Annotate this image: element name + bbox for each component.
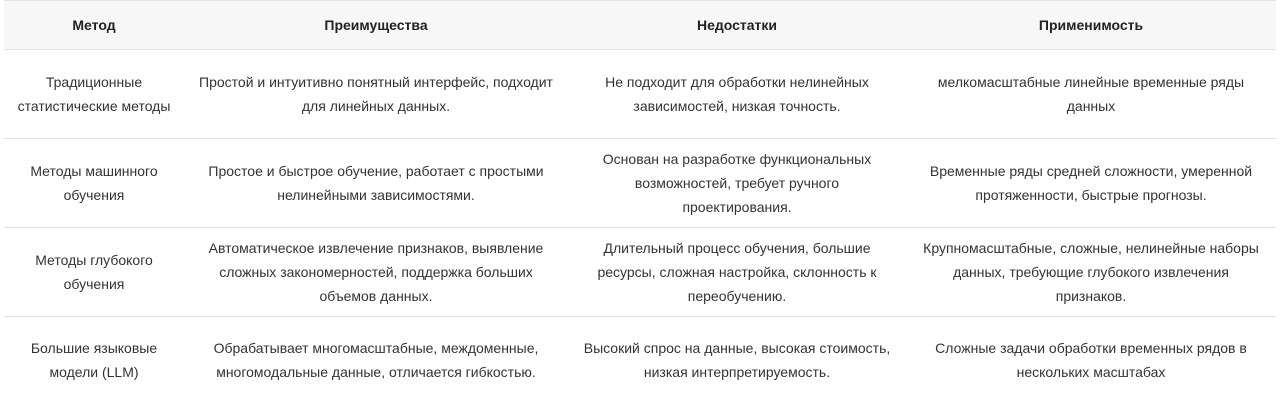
cell-method: Традиционные статистические методы	[4, 50, 184, 139]
cell-cons: Основан на разработке функциональных возможностей, требует ручного проектирования.	[568, 139, 906, 228]
table-row	[4, 139, 1276, 228]
cell-pros: Обрабатывает многомасштабные, междоменные, многомодальные данные, отличается гибкостью.	[213, 340, 539, 381]
table-body	[4, 50, 1276, 404]
table-row	[4, 317, 1276, 404]
cell-applicability: мелкомасштабные линейные временные ряды данных	[906, 50, 1276, 139]
methods-comparison-table	[4, 0, 1276, 404]
cell-pros: Автоматическое извлечение признаков, выявление сложных закономерностей, поддержка больших объемов данных.	[184, 228, 568, 317]
cell-pros: Простой и интуитивно понятный интерфейс, подходит для линейных данных.	[184, 50, 568, 139]
table-header	[4, 1, 1276, 50]
table-row	[4, 50, 1276, 139]
cell-applicability: Крупномасштабные, сложные, нелинейные наборы данных, требующие глубокого извлечения признаков.	[906, 228, 1276, 317]
header-applicability: Применимость	[906, 1, 1276, 50]
cell-cons: Длительный процесс обучения, большие ресурсы, сложная настройка, склонность к переобучению.	[568, 228, 906, 317]
cell-cons: Не подходит для обработки нелинейных зависимостей, низкая точность.	[568, 50, 906, 139]
header-row	[4, 1, 1276, 50]
cell-method: Методы машинного обучения	[4, 139, 184, 228]
cell-applicability: Сложные задачи обработки временных рядов в нескольких масштабах	[935, 340, 1247, 381]
cell-method: Большие языковые модели (LLM)	[30, 340, 158, 381]
table-row	[4, 228, 1276, 317]
header-cons: Недостатки	[568, 1, 906, 50]
header-method: Метод	[4, 1, 184, 50]
cell-applicability: Временные ряды средней сложности, умеренной протяженности, быстрые прогнозы.	[906, 139, 1276, 228]
cell-method: Методы глубокого обучения	[4, 228, 184, 317]
cell-pros: Простое и быстрое обучение, работает с простыми нелинейными зависимостями.	[184, 139, 568, 228]
cell-cons: Высокий спрос на данные, высокая стоимость, низкая интерпретируемость.	[583, 340, 891, 381]
header-pros: Преимущества	[184, 1, 568, 50]
